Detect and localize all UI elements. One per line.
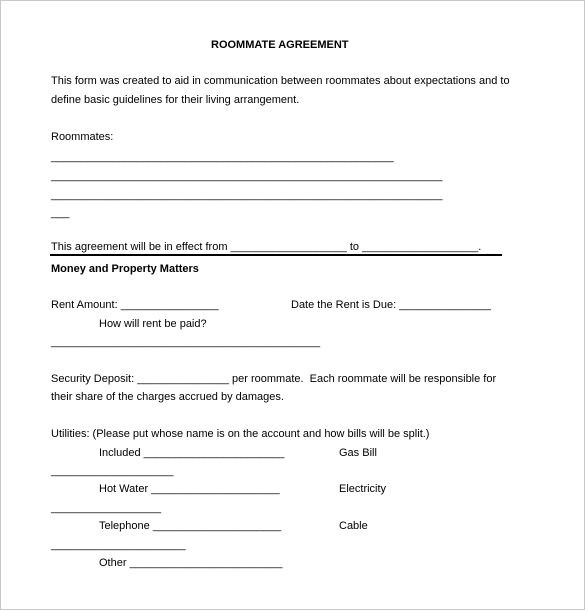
utility-included-field[interactable]: Included _______________________ <box>99 447 285 459</box>
rent-amount-field[interactable]: Rent Amount: ________________ <box>51 299 219 311</box>
effect-dates[interactable]: This agreement will be in effect from ___________________ to ___________________. <box>51 241 482 253</box>
document-title: ROOMMATE AGREEMENT <box>211 39 349 51</box>
intro-line-2: define basic guidelines for their living arrangement. <box>51 94 300 106</box>
utility-included-blank[interactable]: ____________________ <box>51 465 174 477</box>
utility-cable-label: Cable <box>339 520 368 532</box>
deposit-line-1[interactable]: Security Deposit: _______________ per roommate. Each roommate will be responsible for <box>51 373 497 385</box>
roommates-blank-4[interactable]: ___ <box>51 207 70 219</box>
utility-gas-label: Gas Bill <box>339 447 377 459</box>
rent-due-field[interactable]: Date the Rent is Due: _______________ <box>291 299 491 311</box>
roommates-blank-3[interactable]: ________________________________________________________________ <box>51 189 443 201</box>
utility-telephone-field[interactable]: Telephone _____________________ <box>99 520 282 532</box>
how-paid-blank[interactable]: ____________________________________________ <box>51 336 321 348</box>
utility-other-field[interactable]: Other _________________________ <box>99 557 283 569</box>
roommates-blank-2[interactable]: ________________________________________________________________ <box>51 170 443 182</box>
section-divider <box>50 254 502 256</box>
utility-hot-water-blank[interactable]: __________________ <box>51 502 162 514</box>
money-heading: Money and Property Matters <box>51 263 199 275</box>
utility-hot-water-field[interactable]: Hot Water _____________________ <box>99 483 280 495</box>
how-paid-label: How will rent be paid? <box>99 318 207 330</box>
utilities-intro: Utilities: (Please put whose name is on the account and how bills will be split.) <box>51 428 430 440</box>
utility-electricity-label: Electricity <box>339 483 387 495</box>
deposit-line-2: their share of the charges accrued by damages. <box>51 391 284 403</box>
roommates-label: Roommates: <box>51 131 114 143</box>
intro-line-1: This form was created to aid in communication between roommates about expectations and to <box>51 75 510 87</box>
roommates-blank-1[interactable]: ________________________________________________________ <box>51 151 394 163</box>
utility-telephone-blank[interactable]: ______________________ <box>51 539 186 551</box>
